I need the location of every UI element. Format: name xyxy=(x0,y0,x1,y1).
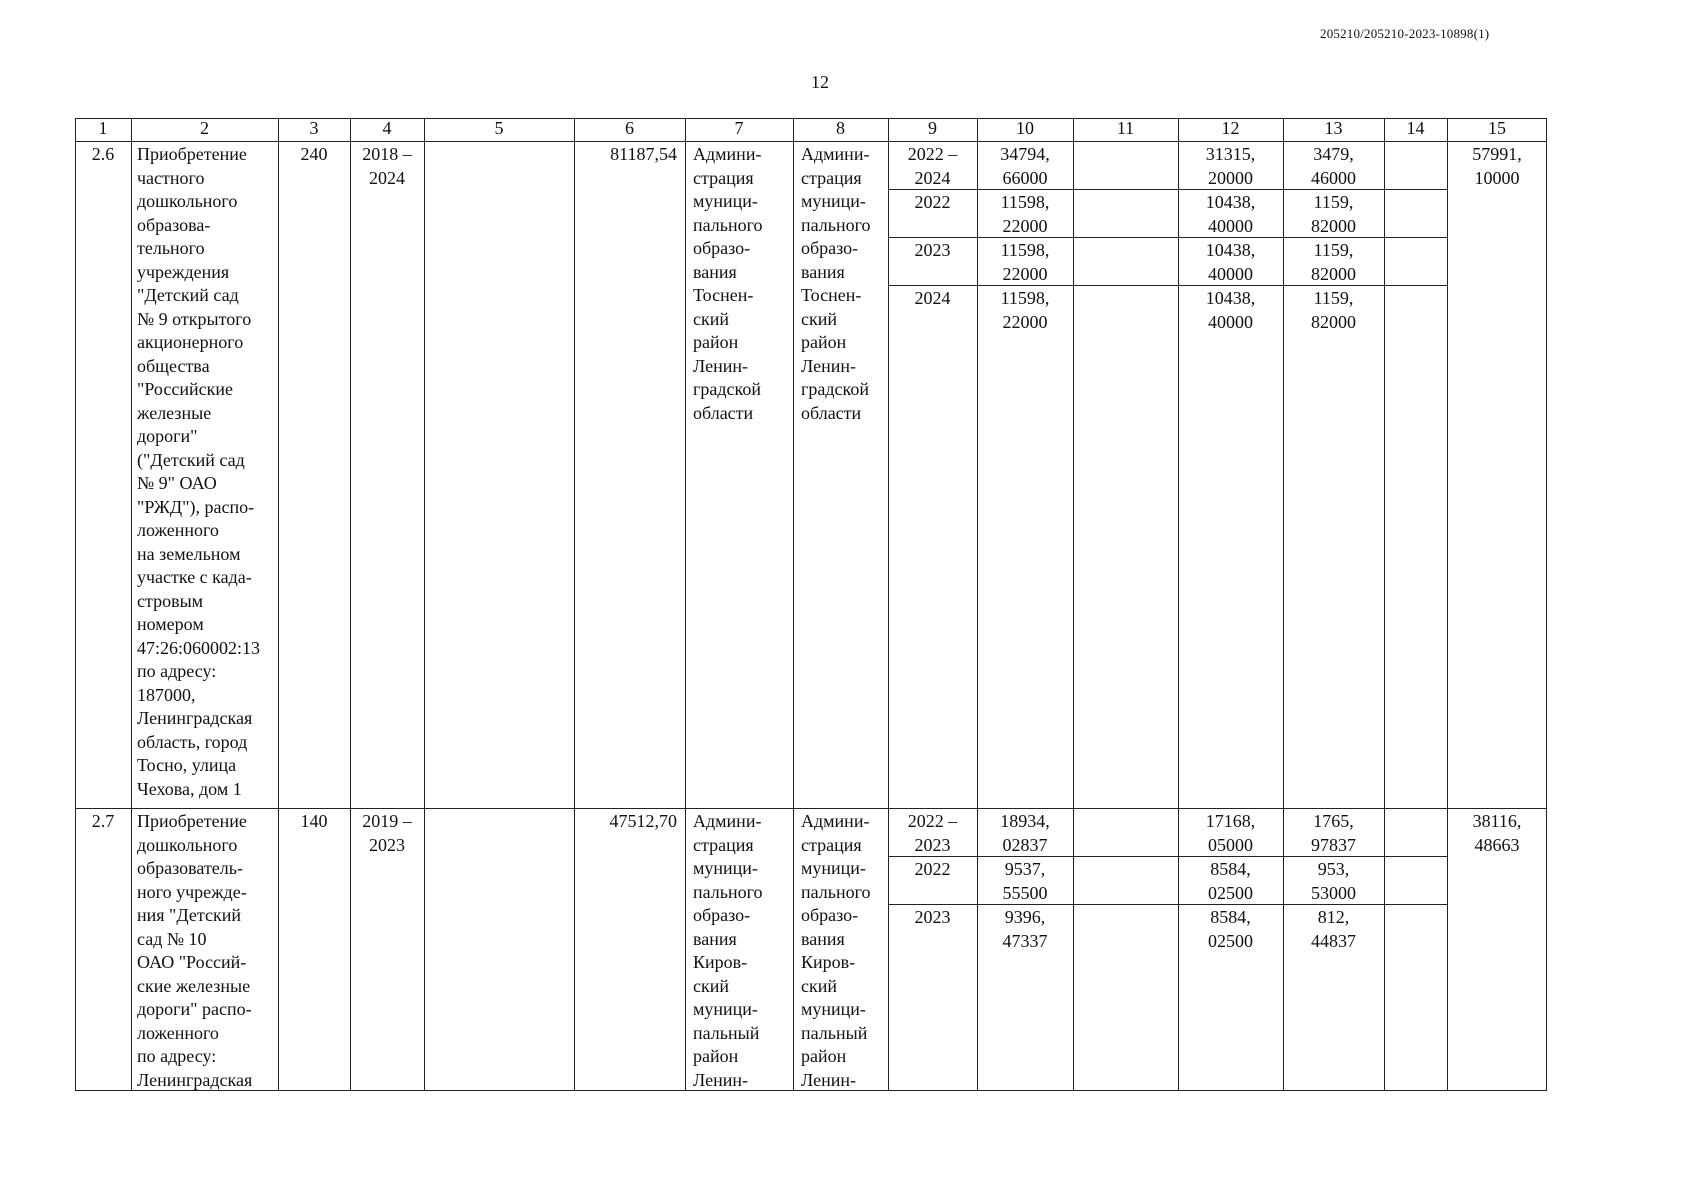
column-divider xyxy=(1384,118,1385,1091)
amount-value: 34794, 66000 xyxy=(1000,144,1050,188)
column-header: 9 xyxy=(928,118,937,138)
object-name: Приобретение частного дошкольного образова- тельного учреждения "Детский сад № 9 открытого акционерного общества "Российские железные дороги" ("Детский сад № 9" ОАО "РЖД"), распо- ложенного на земельном участке с када- стровым номером 47:26:060002:13 по адресу: 187000, Ленинградская область, город Тосно, улица Чехова, дом 1 xyxy=(137,144,261,799)
estimated-cost: 81187,54 xyxy=(610,144,677,164)
sub-row-separator xyxy=(888,856,1447,857)
amount-value: 3479, 46000 xyxy=(1311,144,1356,188)
column-header: 1 xyxy=(98,118,108,138)
column-header: 13 xyxy=(1324,118,1343,138)
column-header: 8 xyxy=(836,118,845,138)
column-header: 7 xyxy=(734,118,744,138)
developer-organization: Админи- страция муници- пального образо- вания Тоснен- ский район Ленин- градской области xyxy=(801,144,871,423)
estimated-cost: 47512,70 xyxy=(609,811,677,831)
period-year: 2022 – 2024 xyxy=(907,144,958,188)
column-divider xyxy=(574,118,575,1091)
customer-organization: Админи- страция муници- пального образо- вания Киров- ский муници- пальный район Ленин- xyxy=(693,811,763,1090)
amount-value: 31315, 20000 xyxy=(1205,144,1256,188)
amount-value: 11598, 22000 xyxy=(1000,288,1050,332)
period-year: 2022 xyxy=(914,192,951,212)
amount-value: 9537, 55500 xyxy=(1002,859,1048,903)
column-divider xyxy=(1073,118,1074,1091)
header-separator xyxy=(75,141,1547,142)
period-year: 2022 – 2023 xyxy=(907,811,958,855)
column-header: 3 xyxy=(309,118,319,138)
developer-organization: Админи- страция муници- пального образо- вания Киров- ский муници- пальный район Ленин- xyxy=(801,811,871,1090)
amount-value: 8584, 02500 xyxy=(1208,907,1253,951)
sub-row-separator xyxy=(888,237,1447,238)
amount-value: 18934, 02837 xyxy=(1000,811,1050,855)
column-header: 4 xyxy=(382,118,392,138)
column-divider xyxy=(131,118,132,1091)
column-header: 14 xyxy=(1406,118,1425,138)
sub-row-separator xyxy=(888,189,1447,190)
amount-value: 1765, 97837 xyxy=(1311,811,1356,855)
amount-value: 10438, 40000 xyxy=(1205,240,1256,284)
period-year: 2022 xyxy=(914,859,951,879)
column-divider xyxy=(278,118,279,1091)
object-name: Приобретение дошкольного образователь- ного учрежде- ния "Детский сад № 10 ОАО "Россий- ские железные дороги" распо- ложенного по адресу: Ленинградская xyxy=(137,811,253,1090)
period-year: 2023 xyxy=(914,907,951,927)
customer-organization: Админи- страция муници- пального образо- вания Тоснен- ский район Ленин- градской области xyxy=(693,144,763,423)
sub-row-separator xyxy=(888,285,1447,286)
amount-value: 9396, 47337 xyxy=(1002,907,1048,951)
column-divider xyxy=(424,118,425,1091)
row-number: 2.7 xyxy=(91,811,115,831)
column-header: 2 xyxy=(200,118,209,138)
amount-value: 1159, 82000 xyxy=(1311,192,1356,236)
column-15-total: 57991, 10000 xyxy=(1472,144,1522,188)
sub-row-separator xyxy=(888,904,1447,905)
column-divider xyxy=(685,118,686,1091)
column-header: 11 xyxy=(1116,118,1135,138)
amount-value: 11598, 22000 xyxy=(1000,240,1050,284)
amount-value: 1159, 82000 xyxy=(1311,288,1356,332)
implementation-period: 2018 – 2024 xyxy=(362,144,412,188)
column-header: 12 xyxy=(1221,118,1240,138)
row-separator xyxy=(75,808,1547,809)
amount-value: 812, 44837 xyxy=(1311,907,1356,951)
period-year: 2024 xyxy=(914,288,951,308)
amount-value: 8584, 02500 xyxy=(1208,859,1253,903)
amount-value: 10438, 40000 xyxy=(1205,288,1256,332)
amount-value: 10438, 40000 xyxy=(1205,192,1256,236)
column-divider xyxy=(888,118,889,1091)
amount-value: 17168, 05000 xyxy=(1205,811,1256,855)
period-year: 2023 xyxy=(914,240,951,260)
column-header: 6 xyxy=(625,118,634,138)
page-number: 12 xyxy=(811,72,829,92)
capacity-value: 140 xyxy=(300,811,328,831)
column-divider xyxy=(793,118,794,1091)
capacity-value: 240 xyxy=(300,144,328,164)
amount-value: 953, 53000 xyxy=(1311,859,1356,903)
column-15-total: 38116, 48663 xyxy=(1472,811,1522,855)
row-number: 2.6 xyxy=(91,144,115,164)
amount-value: 11598, 22000 xyxy=(1000,192,1050,236)
document-reference: 205210/205210-2023-10898(1) xyxy=(1320,26,1490,41)
amount-value: 1159, 82000 xyxy=(1311,240,1356,284)
column-divider xyxy=(1447,118,1448,1091)
column-header: 5 xyxy=(494,118,504,138)
column-header: 10 xyxy=(1016,118,1034,138)
column-header: 15 xyxy=(1488,118,1506,138)
implementation-period: 2019 – 2023 xyxy=(362,811,412,855)
column-divider xyxy=(350,118,351,1091)
